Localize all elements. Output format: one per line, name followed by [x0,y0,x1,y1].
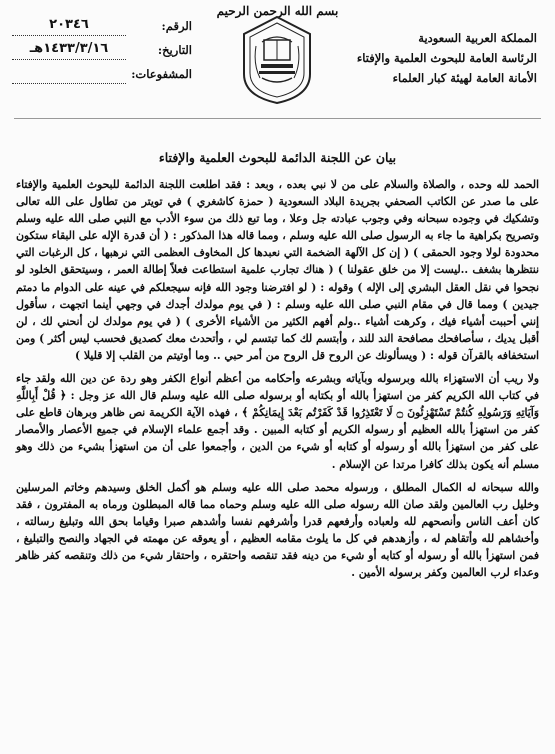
paragraph: ولا ريب أن الاستهزاء بالله وبرسوله وبآياته وبشرعه وأحكامه من أعظم أنواع الكفر وهو ردة عن دين الله ولقد جاء في كتاب الله الكريم كفر من استهزأ بالله أو بكتابه أو برسوله صلى الله عليه وسلم قال الله عز وجل : ﴿ قُلْ أَبِاللَّهِ وَآيَاتِهِ وَرَسُولِهِ كُنتُمْ تَسْتَهْزِئُونَ ۝ لَا تَعْتَذِرُوا قَدْ كَفَرْتُم بَعْدَ إِيمَانِكُمْ ﴾ ، فهذه الآية الكريمة نص ظاهر وبرهان قاطع على كفر من استهزأ بالله العظيم أو رسوله الكريم أو كتابه المبين . وقد أجمع علماء الإسلام في جميع الأعصار والأمصار على كفر من استهزأ بالله أو رسوله أو كتابه أو شيء من الدين ، وأجمعوا على أن من استهزأ بشيء من ذلك وهو مسلم أنه يكون بذلك كافرا مرتدا عن الإسلام . [16,372,539,471]
org-line-country: المملكة العربية السعودية [418,31,537,45]
header-divider [14,118,541,119]
statement-body [16,176,539,581]
attachments-row [12,62,192,86]
number-value: ٢٠٣٤٦ [12,17,126,36]
org-line-presidency: الرئاسة العامة للبحوث العلمية والإفتاء [356,51,537,65]
date-value: ١٤٣٣/٣/١٦هـ [12,41,126,60]
attachments-value [12,65,126,84]
org-line-secretariat: الأمانة العامة لهيئة كبار العلماء [392,71,537,85]
organization-header [322,28,537,88]
presidency-emblem-logo [240,14,314,106]
date-row [12,38,192,62]
number-row [12,14,192,38]
basmala: بسم الله الرحمن الرحيم [216,4,339,18]
statement-title: بيان عن اللجنة الدائمة للبحوث العلمية والإفتاء [158,150,397,165]
number-label: الرقم: [161,19,192,33]
paragraph: الحمد لله وحده ، والصلاة والسلام على من لا نبي بعده ، وبعد : فقد اطلعت اللجنة الدائمة للبحوث العلمية والإفتاء على ما صدر عن الكاتب الصحفي بجريدة البلاد السعودية ( حمزة كاشغري ) في تويتر من تطاول على الله تعالى وتشكيك في وجوده سبحانه وفي وجوب عبادته جل وعلا ، وما تبع ذلك من سوء الأدب مع النبي صلى الله عليه وسلم وتصريح بكراهية ما جاء به الرسول صلى الله عليه وسلم ، ومما قاله هذا المذكور : ( أن قدرة الإله على البقاء ستكون محدودة لولا وجود الحمقى ) ( إن كل الآلهة الضخمة التي نعبدها كل المخاوف العظمى التي نرهبها ، كل الرغبات التي ننتظرها بشغف ..ليست إلا من خلق عقولنا ) ( هناك تجارب علمية استطاعت فعلاً إطالة العمر ، وسيتحقق الخلود لو نجحوا في نقل العقل البشري إلى الإله ) وقوله : ( لو افترضنا وجود الله فإنه سيجعلكم في عينه على الدوام ما دمتم جيدين ) ومما قال في مقام النبي صلى الله عليه وسلم : ( في يوم مولدك أجدك في وجهي أينما اتجهت ، سأقول إنني أحببت أشياء فيك ، وكرهت أشياء ..ولم أفهم الكثير من الأشياء الأخرى ) ( في يوم مولدك لن أنحني لك ، لن أقبل يديك ، سأصافحك مصافحة الند للند ، وأبتسم لك كما تبتسم لي ، وأتحدث معك كصديق فحسب ليس أكثر ) ومن استخفافه بالقرآن قوله : ( ويسألونك عن الروح قل الروح من أمر حبي .. وما أوتيتم من القلب إلا قليلا ) [16,178,539,362]
attachments-label: المشفوعات: [131,67,192,81]
reference-fields [12,14,192,86]
date-label: التاريخ: [157,43,192,57]
paragraph: والله سبحانه له الكمال المطلق ، ورسوله محمد صلى الله عليه وسلم هو أكمل الخلق وسيدهم وخاتم المرسلين وخليل رب العالمين ولقد صان الله رسوله صلى الله عليه وسلم وحماه مما قاله المبطلون ورماه به المفترون ، فقد كان أعف الناس وأنصحهم لله ولعباده وأرفعهم قدرا وأشرفهم نفسا وأشدهم صبرا وقياما بحق الله وتبليغ رسالته ، وأخشاهم لله وأتقاهم له ، وأزهدهم في كل ما يلوث مقامه العظيم ، أو يعوقه عن مهمته في الجهاد والنصح والتبليغ ، فمن استهزأ بالله أو رسوله أو كتابه أو شيء من دينه فقد تنقصه واحتقره ، واحتقار شيء من ذلك وتنقصه كفر ظاهر وعداء لرب العالمين وكفر برسوله الأمين . [16,480,539,580]
